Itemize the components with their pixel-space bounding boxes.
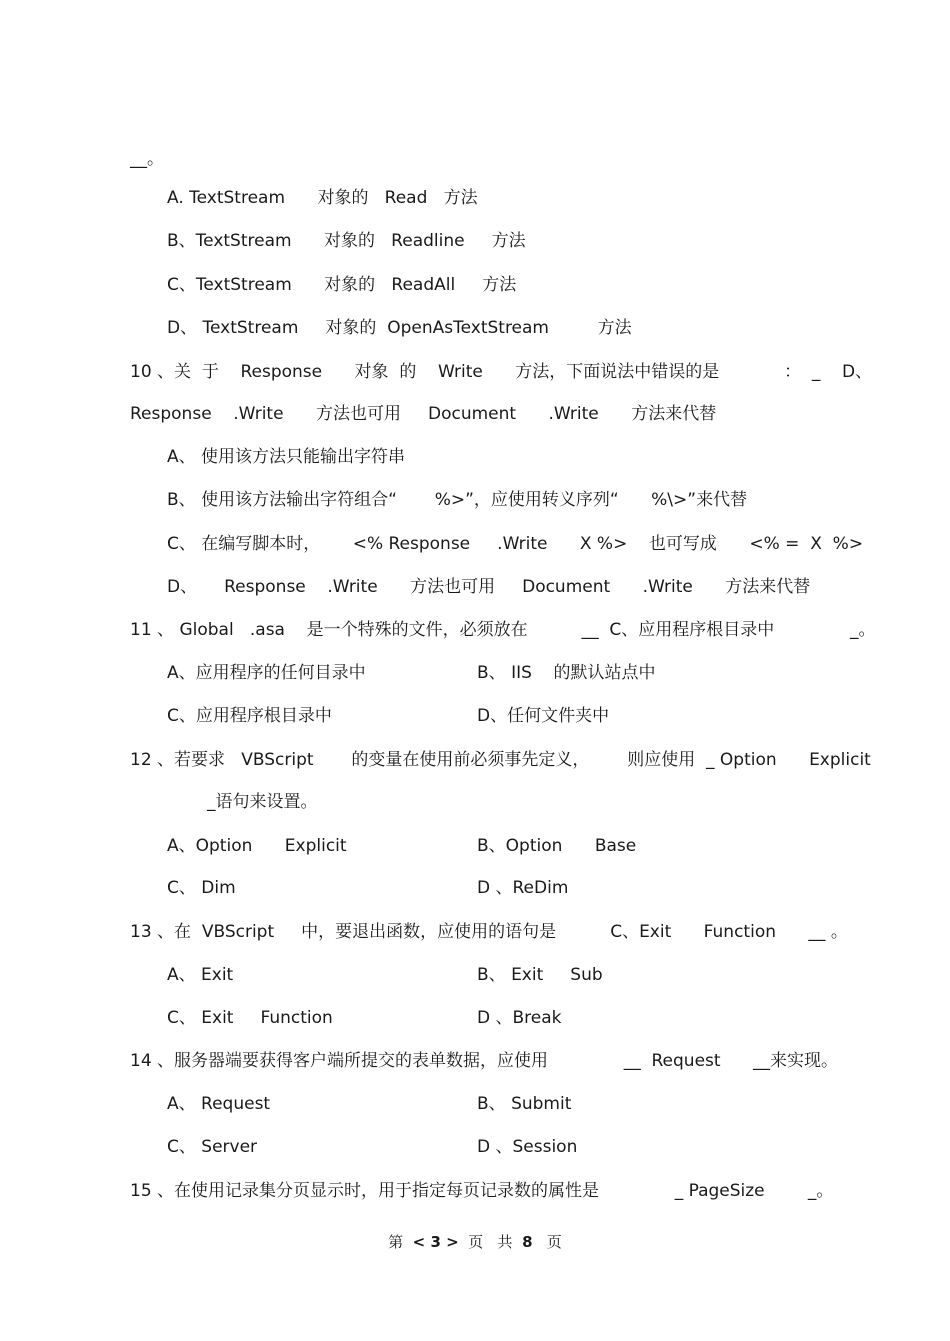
question-12-cont: _语句来设置。 [207, 792, 318, 812]
question-10-cont: Response .Write 方法也可用 Document .Write 方法来代替 [130, 404, 717, 424]
q14-option-c: C、 Server [167, 1137, 258, 1157]
q9-option-b: B、TextStream 对象的 Readline 方法 [167, 231, 526, 251]
footer-current-page: < 3 > [412, 1233, 459, 1251]
q10-option-b: B、 使用该方法输出字符组合“ %>”，应使用转义序列“ %\>”来代替 [167, 490, 748, 510]
q13-option-d: D 、Break [477, 1008, 562, 1028]
q14-option-d: D 、Session [477, 1137, 578, 1157]
q14-option-a: A、 Request [167, 1094, 271, 1114]
footer-total-pages: 8 [522, 1233, 533, 1251]
q12-option-c: C、 Dim [167, 878, 236, 898]
q11-option-b: B、 IIS 的默认站点中 [477, 663, 656, 683]
q9-option-c: C、TextStream 对象的 ReadAll 方法 [167, 275, 517, 295]
q13-option-b: B、 Exit Sub [477, 965, 603, 985]
question-13: 13 、在 VBScript 中，要退出函数，应使用的语句是 C、Exit Function __ 。 [130, 922, 848, 942]
q10-option-d: D、 Response .Write 方法也可用 Document .Write 方法来代替 [167, 577, 811, 597]
q9-option-a: A. TextStream 对象的 Read 方法 [167, 188, 478, 208]
q13-option-a: A、 Exit [167, 965, 234, 985]
q11-option-a: A、应用程序的任何目录中 [167, 663, 366, 683]
question-14: 14 、服务器端要获得客户端所提交的表单数据，应使用 __ Request __来实现。 [130, 1051, 838, 1071]
footer-suffix: 页 [546, 1233, 562, 1251]
question-15: 15 、在使用记录集分页显示时，用于指定每页记录数的属性是 _ PageSize _。 [130, 1181, 834, 1201]
q14-option-b: B、 Submit [477, 1094, 572, 1114]
q12-option-a: A、Option Explicit [167, 836, 347, 856]
footer-prefix: 第 [388, 1233, 404, 1251]
q12-option-b: B、Option Base [477, 836, 637, 856]
q12-option-d: D 、ReDim [477, 878, 569, 898]
q10-option-c: C、 在编写脚本时， <% Response .Write X %> 也可写成 <% = X %> [167, 534, 864, 554]
q9-option-d: D、 TextStream 对象的 OpenAsTextStream 方法 [167, 318, 632, 338]
q13-option-c: C、 Exit Function [167, 1008, 333, 1028]
q10-option-a: A、 使用该方法只能输出字符串 [167, 447, 406, 467]
q11-option-c: C、应用程序根目录中 [167, 706, 332, 726]
question-12: 12 、若要求 VBScript 的变量在使用前必须事先定义， 则应使用 _ Option Explicit [130, 750, 871, 770]
footer-mid: 页 共 [468, 1233, 513, 1251]
question-9-blank-end: __。 [130, 149, 164, 169]
q11-option-d: D、任何文件夹中 [477, 706, 610, 726]
question-11: 11 、 Global .asa 是一个特殊的文件，必须放在 __ C、应用程序根目录中 _。 [130, 620, 876, 640]
page-footer [0, 1231, 950, 1252]
question-10: 10 、关 于 Response 对象 的 Write 方法，下面说法中错误的是 ： _ D、 [130, 362, 873, 382]
